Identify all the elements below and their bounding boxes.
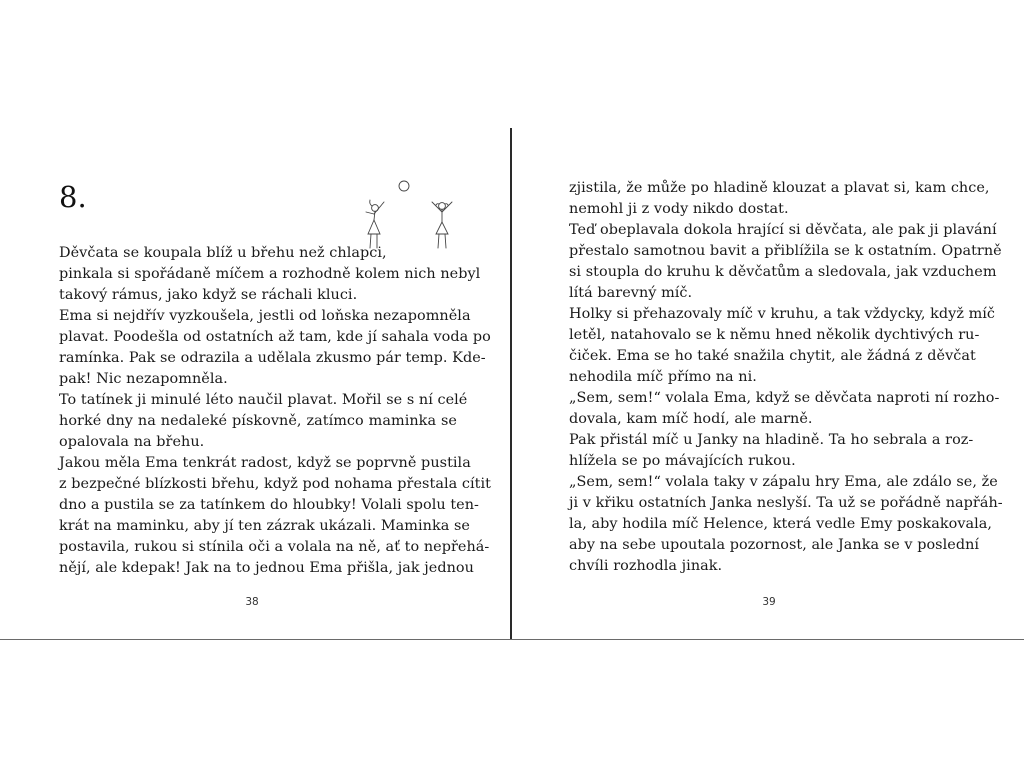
left-girl-drawing — [366, 200, 384, 248]
text-line: plavat. Poodešla od ostatních až tam, kde jí sahala voda po — [59, 329, 491, 345]
text-line: opalovala na břehu. — [59, 434, 205, 450]
book-spread — [0, 128, 1024, 640]
text-line: nemohl ji z vody nikdo dostat. — [569, 201, 789, 217]
page-number-left: 38 — [245, 596, 259, 608]
text-line: dovala, kam míč hodí, ale marně. — [569, 411, 813, 427]
right-girl-drawing — [432, 202, 452, 248]
text-line: „Sem, sem!“ volala taky v zápalu hry Ema, ale zdálo se, že — [569, 474, 998, 490]
left-page-text — [59, 243, 491, 579]
text-line: si stoupla do kruhu k děvčatům a sledovala, jak vzduchem — [569, 264, 997, 280]
text-line: lítá barevný míč. — [569, 285, 693, 301]
left-page — [0, 128, 511, 640]
text-line: Ema si nejdřív vyzkoušela, jestli od loňska nezapomněla — [59, 308, 471, 324]
text-line: z bezpečné blízkosti břehu, když pod nohama přestala cítit — [59, 476, 491, 492]
text-line: takový rámus, jako když se ráchali kluci. — [59, 287, 358, 303]
right-page — [512, 128, 1024, 640]
text-line: dno a pustila se za tatínkem do hloubky! Volali spolu ten- — [59, 497, 479, 513]
text-line: aby na sebe upoutala pozornost, ale Janka se v poslední — [569, 537, 980, 553]
text-line: la, aby hodila míč Helence, která vedle Emy poskakovala, — [569, 516, 993, 532]
text-line: krát na maminku, aby jí ten zázrak ukázali. Maminka se — [59, 518, 470, 534]
text-line: Děvčata se koupala blíž u břehu než chlapci, — [59, 245, 387, 261]
page-number-right: 39 — [762, 596, 776, 608]
chapter-number: 8. — [59, 180, 87, 214]
text-line: pinkala si spořádaně míčem a rozhodně kolem nich nebyl — [59, 266, 481, 282]
text-line: postavila, rukou si stínila oči a volala na ně, ať to nepřehá- — [59, 539, 490, 555]
text-line: nehodila míč přímo na ni. — [569, 369, 757, 385]
ball-drawing — [399, 181, 409, 191]
text-line: ji v křiku ostatních Janka neslyší. Ta už se pořádně napřáh- — [569, 495, 1003, 511]
text-line: „Sem, sem!“ volala Ema, když se děvčata naproti ní rozho- — [569, 390, 1000, 406]
text-line: Teď obeplavala dokola hrající si děvčata, ale pak ji plavání — [569, 222, 997, 238]
text-line: zjistila, že může po hladině klouzat a plavat si, kam chce, — [569, 180, 990, 196]
text-line: hlížela se po mávajících rukou. — [569, 453, 796, 469]
right-page-text — [569, 178, 1003, 577]
text-line: Holky si přehazovaly míč v kruhu, a tak vždycky, když míč — [569, 306, 996, 322]
text-line: chvíli rozhodla jinak. — [569, 558, 723, 574]
text-line: Jakou měla Ema tenkrát radost, když se poprvně pustila — [59, 455, 471, 471]
text-line: ramínka. Pak se odrazila a udělala zkusmo pár temp. Kde- — [59, 350, 486, 366]
text-line: čiček. Ema se ho také snažila chytit, ale žádná z děvčat — [569, 348, 976, 364]
text-line: letěl, natahovalo se k němu hned několik dychtivých ru- — [569, 327, 980, 343]
text-line: Pak přistál míč u Janky na hladině. Ta ho sebrala a roz- — [569, 432, 974, 448]
text-line: To tatínek ji minulé léto naučil plavat. Mořil se s ní celé — [59, 392, 468, 408]
text-line: přestalo samotnou bavit a přiblížila se k ostatním. Opatrně — [569, 243, 1002, 259]
text-line: nějí, ale kdepak! Jak na to jednou Ema přišla, jak jednou — [59, 560, 474, 576]
text-line: horké dny na nedaleké pískovně, zatímco maminka se — [59, 413, 457, 429]
page-bottom-edge — [0, 639, 1024, 640]
text-line: pak! Nic nezapomněla. — [59, 371, 228, 387]
